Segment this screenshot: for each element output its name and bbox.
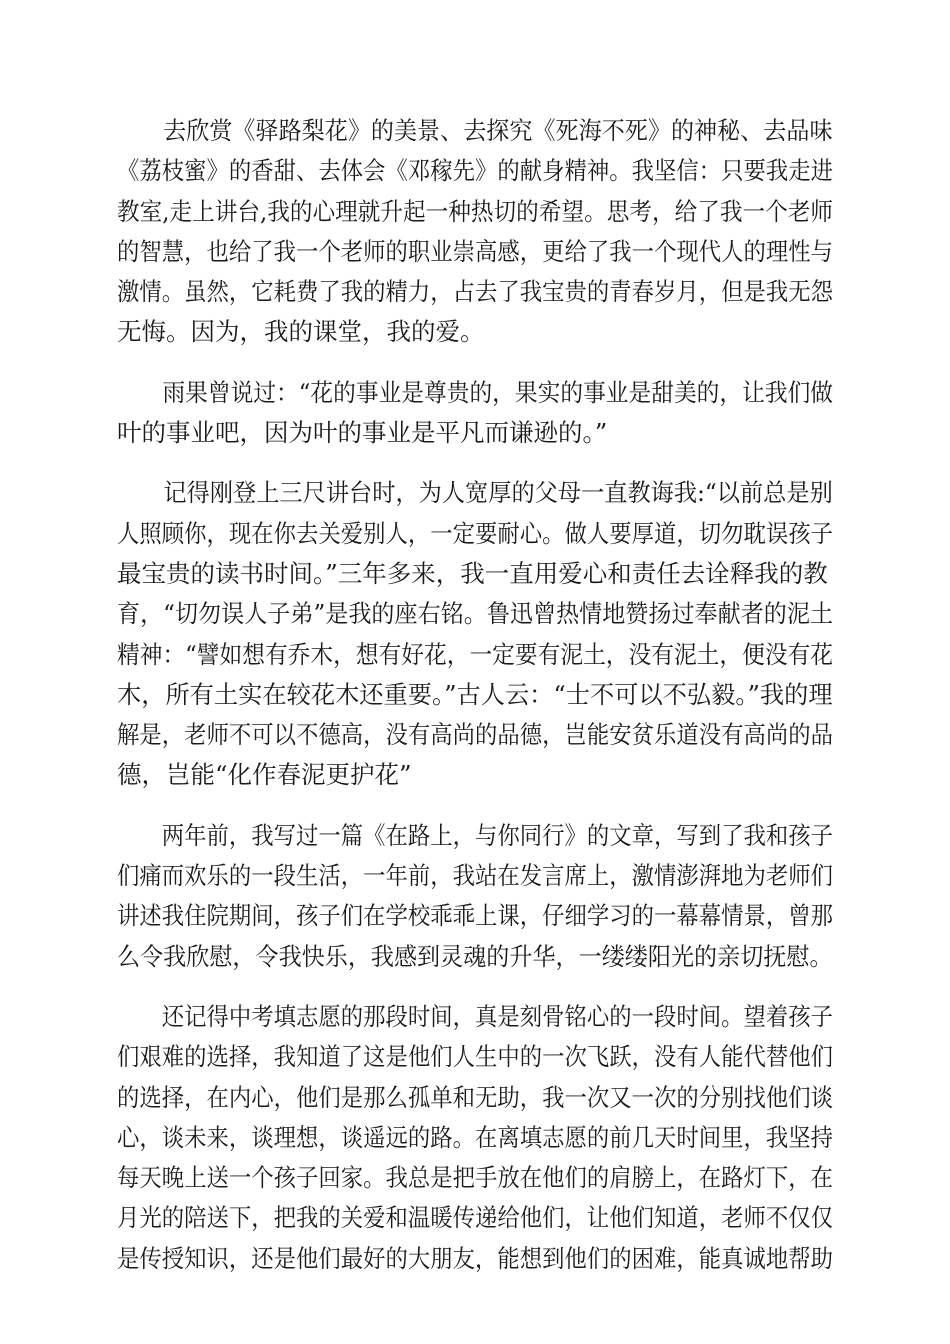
text-line: 是传授知识，还是他们最好的大朋友，能想到他们的困难，能真诚地帮助 <box>117 1243 833 1273</box>
text-line: 最宝贵的读书时间。”三年多来，我一直用爱心和责任去诠释我的教 <box>117 558 828 588</box>
text-line: 教室,走上讲台,我的心理就升起一种热切的希望。思考，给了我一个老师 <box>117 196 834 226</box>
text-line: 雨果曾说过：“花的事业是尊贵的，果实的事业是甜美的，让我们做 <box>117 377 834 407</box>
text-line: 《荔枝蜜》的香甜、去体会《邓稼先》的献身精神。我坚信：只要我走进 <box>117 156 833 186</box>
paragraph <box>117 373 833 454</box>
text-line: 激情。虽然，它耗费了我的精力，占去了我宝贵的青春岁月，但是我无怨 <box>117 277 833 307</box>
text-line: 解是，老师不可以不德高，没有高尚的品德，岂能安贫乐道没有高尚的品 <box>117 720 833 750</box>
text-line: 育，“切勿误人子弟”是我的座右铭。鲁迅曾热情地赞扬过奉献者的泥土 <box>117 599 834 629</box>
text-line: 们艰难的选择，我知道了这是他们人生中的一次飞跃，没有人能代替他们 <box>117 1042 833 1072</box>
paragraph <box>117 111 833 353</box>
text-line: 么令我欣慰，令我快乐，我感到灵魂的升华，一缕缕阳光的亲切抚慰。 <box>117 941 833 971</box>
text-line: 人照顾你，现在你去关爱别人，一定要耐心。做人要厚道，切勿耽误孩子 <box>117 518 833 548</box>
text-line: 的选择，在内心，他们是那么孤单和无助，我一次又一次的分别找他们谈 <box>117 1082 833 1112</box>
text-line: 德，岂能“化作春泥更护花” <box>117 760 412 790</box>
text-line: 的智慧，也给了我一个老师的职业崇高感，更给了我一个现代人的理性与 <box>117 236 833 266</box>
paragraph <box>117 997 833 1279</box>
paragraph <box>117 473 833 795</box>
text-line: 两年前，我写过一篇《在路上，与你同行》的文章，写到了我和孩子 <box>117 820 833 850</box>
text-line: 记得刚登上三尺讲台时，为人宽厚的父母一直教诲我:“以前总是别 <box>117 478 833 508</box>
text-line: 精神：“譬如想有乔木，想有好花，一定要有泥土，没有泥土，便没有花 <box>117 639 834 669</box>
text-line: 讲述我住院期间，孩子们在学校乖乖上课，仔细学习的一幕幕情景，曾那 <box>117 901 833 931</box>
document-body <box>117 111 833 1299</box>
text-line: 木，所有土实在较花木还重要。”古人云：“士不可以不弘毅。”我的理 <box>117 679 833 709</box>
paragraph <box>117 816 833 977</box>
text-line: 叶的事业吧，因为叶的事业是平凡而谦逊的。” <box>117 418 608 448</box>
text-line: 心，谈未来，谈理想，谈遥远的路。在离填志愿的前几天时间里，我坚持 <box>117 1122 833 1152</box>
text-line: 无悔。因为，我的课堂，我的爱。 <box>117 317 485 347</box>
text-line: 们痛而欢乐的一段生活，一年前，我站在发言席上，激情澎湃地为老师们 <box>117 861 833 891</box>
text-line: 去欣赏《驿路梨花》的美景、去探究《死海不死》的神秘、去品味 <box>117 116 833 145</box>
text-line: 月光的陪送下，把我的关爱和温暖传递给他们，让他们知道，老师不仅仅 <box>117 1203 833 1233</box>
text-line: 每天晚上送一个孩子回家。我总是把手放在他们的肩膀上，在路灯下，在 <box>117 1163 833 1193</box>
text-line: 还记得中考填志愿的那段时间，真是刻骨铭心的一段时间。望着孩子 <box>117 1001 833 1031</box>
